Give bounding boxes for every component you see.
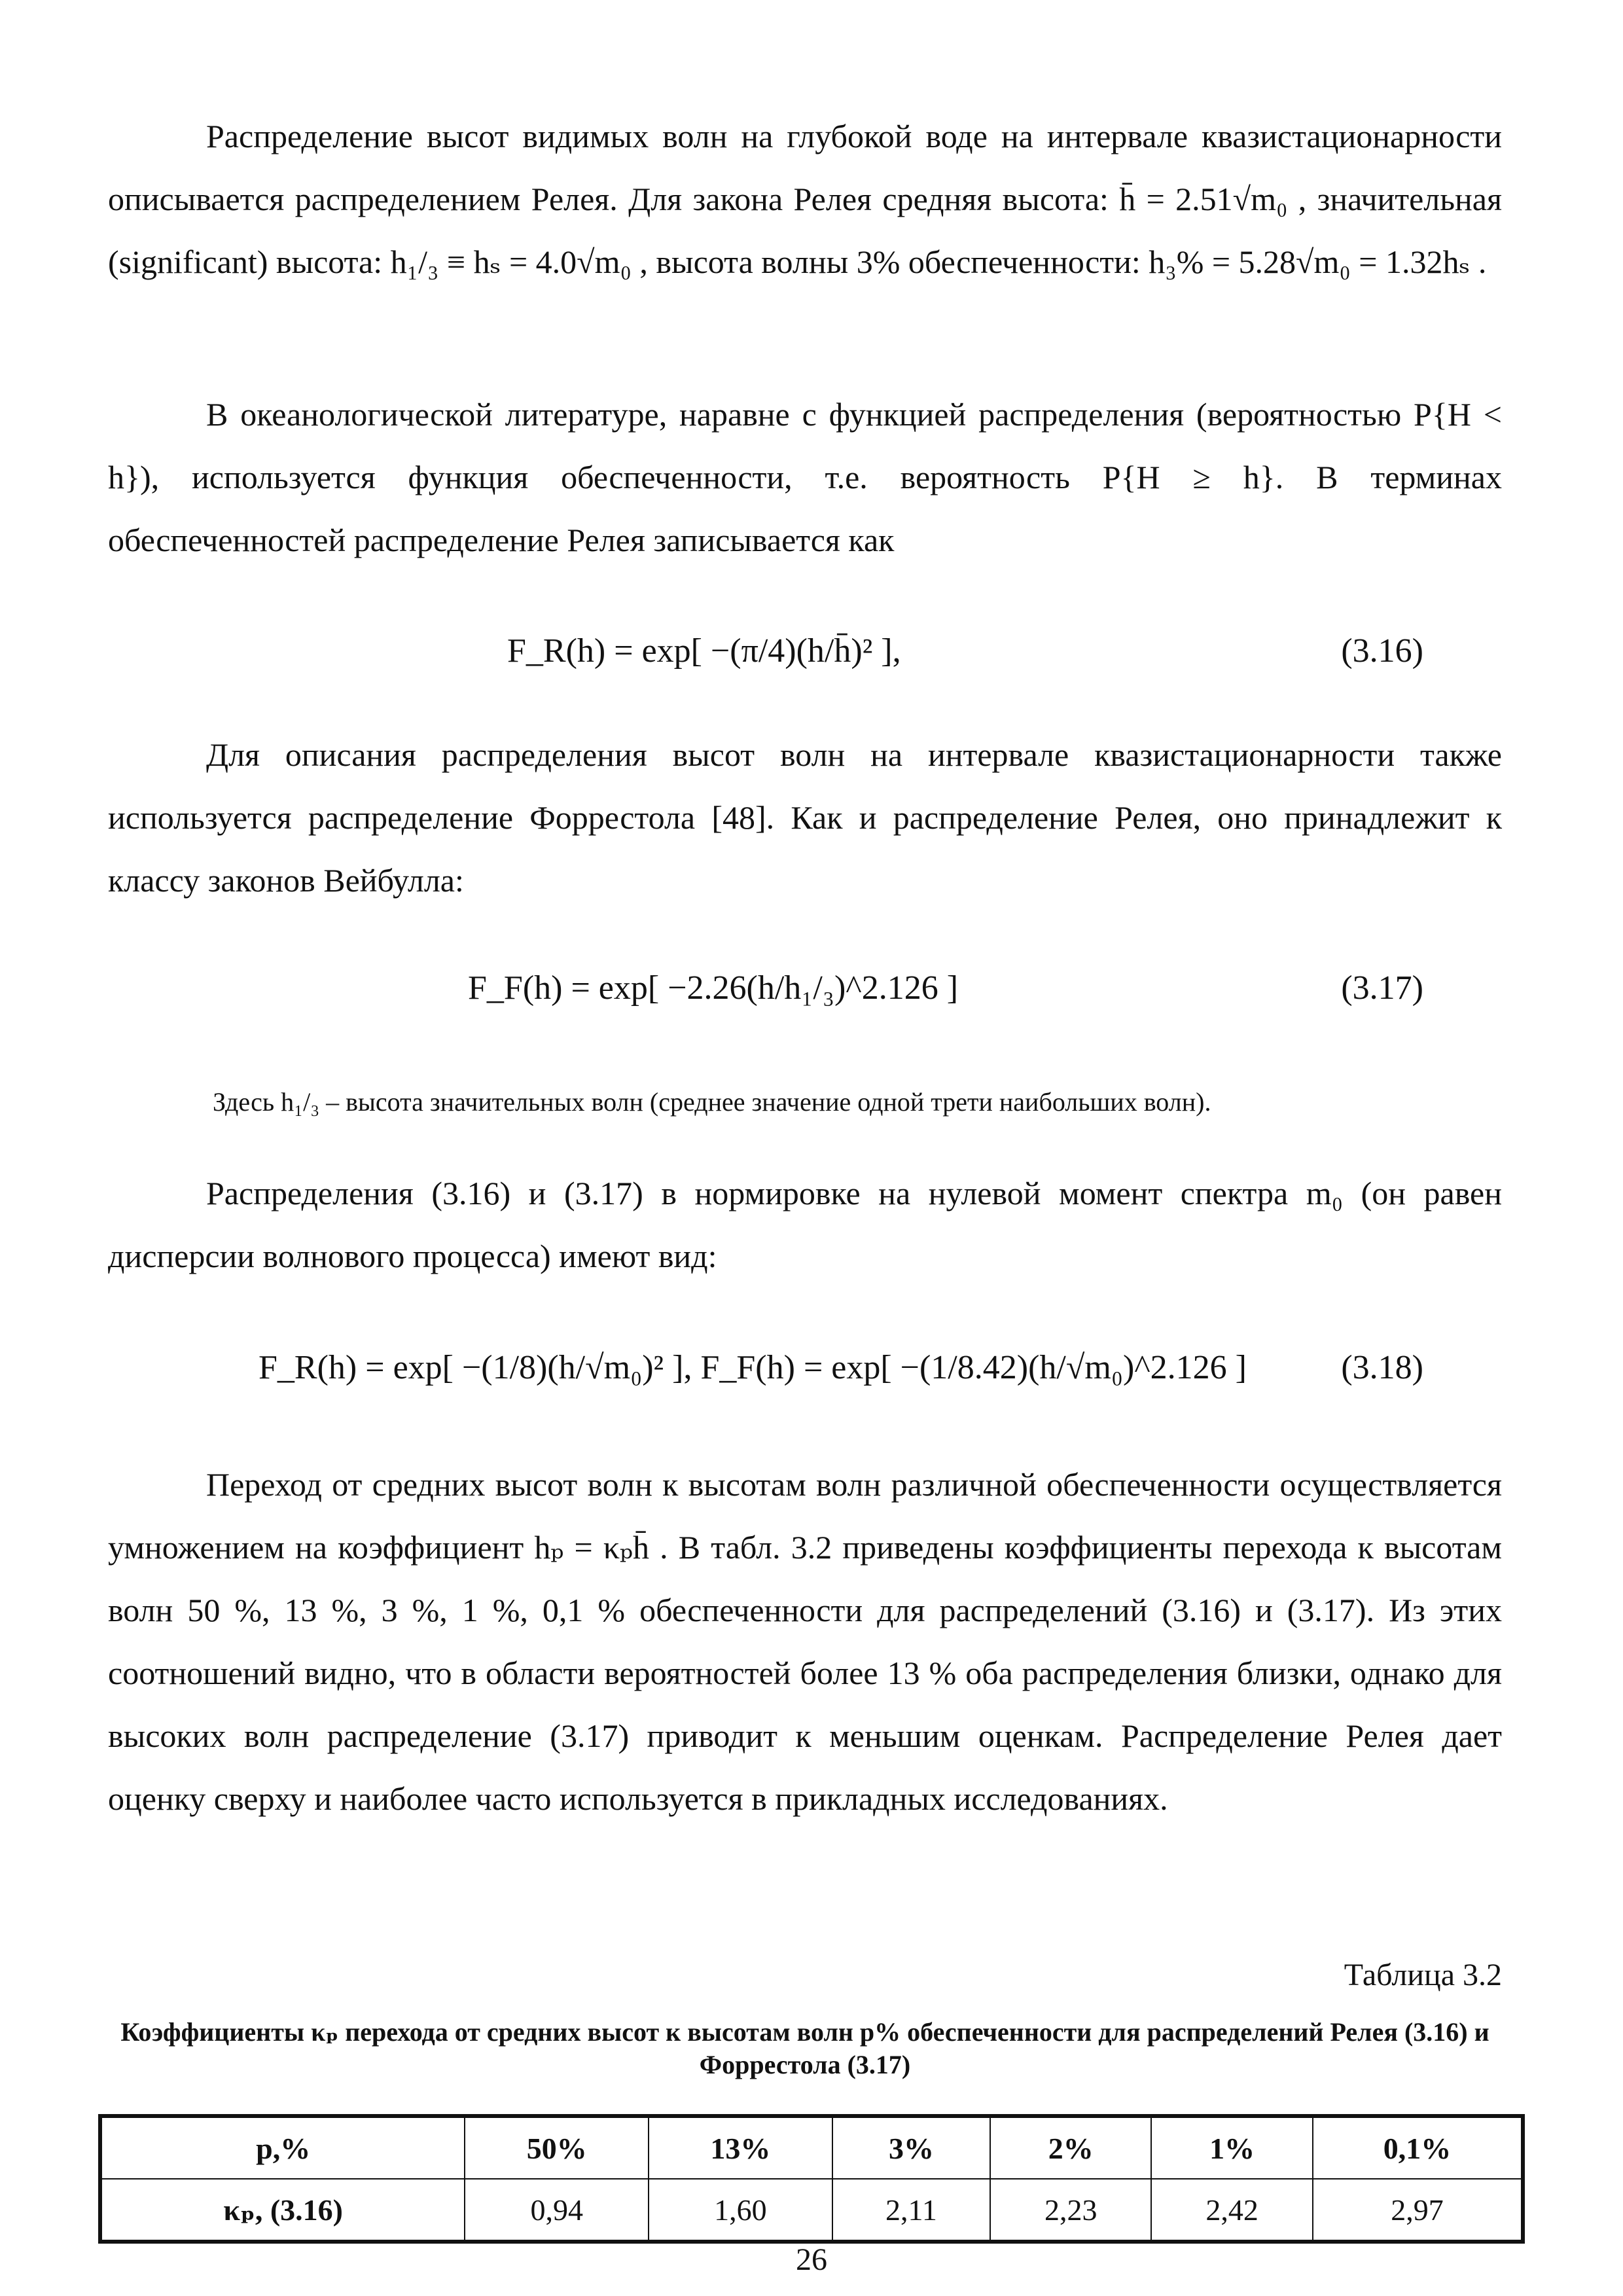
equation-3-16-number: (3.16) (1341, 632, 1423, 670)
table-header-row (100, 2116, 1523, 2179)
equation-3-16-formula: F_R(h) = exp[ −(π/4)(h/h̄)² ], (507, 632, 901, 670)
table-cell: 2,23 (990, 2179, 1151, 2242)
equation-3-17-number: (3.17) (1341, 969, 1423, 1007)
equation-3-16 (108, 619, 1502, 704)
table-header-cell: 0,1% (1313, 2116, 1523, 2179)
paragraph-transition: Переход от средних высот волн к высотам волн различной обеспеченности осуществляется умножением на коэффициент hₚ = κₚh̄ . В табл. 3.2 приведены коэффициенты перехода к высотам волн 50 %, 13 %, 3 %, 1 %, 0,1 % обеспеченности для распределений (3.16) и (3.17). Из этих соотношений видно, что в области вероятностей более 13 % оба распределения близки, однако для высоких волн распределение (3.17) приводит к меньшим оценкам. Распределение Релея дает оценку сверху и наиболее часто используется в прикладных исследованиях. (108, 1466, 1502, 1817)
table-cell: 1,60 (649, 2179, 832, 2242)
equation-3-18-number: (3.18) (1341, 1349, 1423, 1386)
table-header-cell: 50% (465, 2116, 649, 2179)
table-header-cell: 2% (990, 2116, 1151, 2179)
table-cell: 0,94 (465, 2179, 649, 2242)
paragraph-normalized: Распределения (3.16) и (3.17) в нормировке на нулевой момент спектра m₀ (он равен дисперсии волнового процесса) имеют вид: (108, 1175, 1502, 1274)
table-cell: 2,97 (1313, 2179, 1523, 2242)
table-row (100, 2179, 1523, 2242)
note-significant-height: Здесь h₁/₃ – высота значительных волн (среднее значение одной трети наибольших волн). (213, 1087, 1211, 1117)
equation-3-18 (108, 1335, 1502, 1420)
coefficient-table (98, 2114, 1525, 2244)
equation-3-18-formula: F_R(h) = exp[ −(1/8)(h/√m₀)² ], F_F(h) = exp[ −(1/8.42)(h/√m₀)^2.126 ] (259, 1349, 1247, 1386)
table-label: Таблица 3.2 (1344, 1958, 1502, 1992)
table-cell: 2,42 (1151, 2179, 1312, 2242)
table-row-label: κₚ, (3.16) (100, 2179, 465, 2242)
table-header-cell: 1% (1151, 2116, 1312, 2179)
equation-3-17-formula: F_F(h) = exp[ −2.26(h/h₁/₃)^2.126 ] (468, 969, 959, 1007)
equation-3-17 (108, 956, 1502, 1041)
page-number: 26 (796, 2242, 827, 2277)
table-header-cell: p,% (100, 2116, 465, 2179)
table-caption: Коэффициенты κₚ перехода от средних высот к высотам волн p% обеспеченности для распределений Релея (3.16) и Форрестола (3.17) (120, 2017, 1489, 2079)
table-header-cell: 3% (832, 2116, 990, 2179)
table-header-cell: 13% (649, 2116, 832, 2179)
paragraph-rayleigh-intro: Распределение высот видимых волн на глубокой воде на интервале квазистационарности описывается распределением Релея. Для закона Релея средняя высота: h̄ = 2.51√m₀ , значительная (significant) высота: h₁/₃ ≡ hₛ = 4.0√m₀ , высота волны 3% обеспеченности: h₃% = 5.28√m₀ = 1.32hₛ . (108, 118, 1502, 280)
table-cell: 2,11 (832, 2179, 990, 2242)
paragraph-exceedance: В океанологической литературе, наравне с функцией распределения (вероятностью P{H < h}), используется функция обеспеченности, т.е. вероятность P{H ≥ h}. В терминах обеспеченностей распределение Релея записывается как (108, 396, 1502, 558)
paragraph-forristall: Для описания распределения высот волн на интервале квазистационарности также используется распределение Форрестола [48]. Как и распределение Релея, оно принадлежит к классу законов Вейбулла: (108, 736, 1502, 899)
